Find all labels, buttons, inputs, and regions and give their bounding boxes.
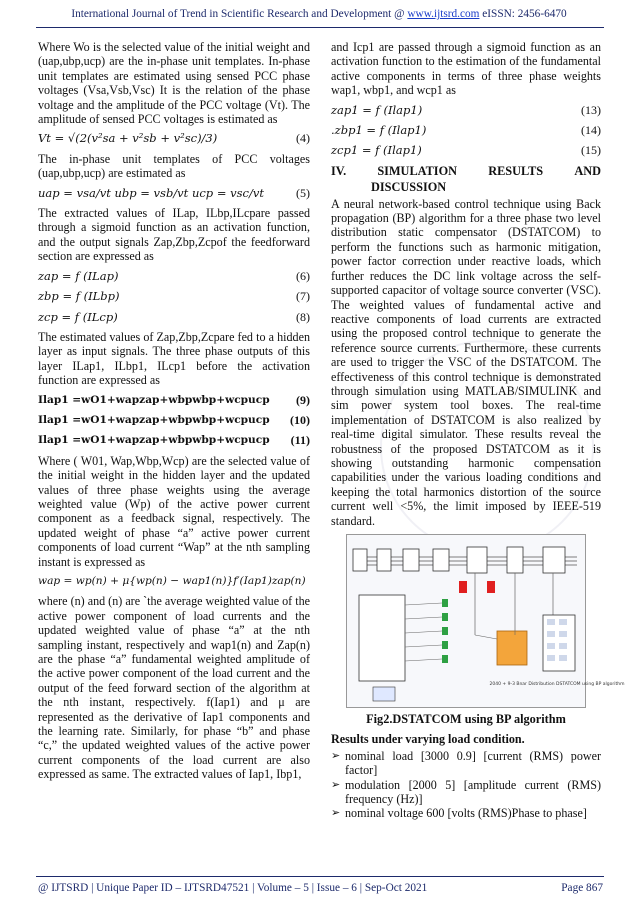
- equation-number: (14): [581, 123, 601, 138]
- equation-body: zcp = f (ILcp): [38, 309, 118, 324]
- equation-6: [38, 269, 310, 283]
- list-item-text: nominal load [3000 0.9] [current (RMS) power factor]: [345, 748, 601, 778]
- paragraph: The estimated values of Zap,Zbp,Zcpare fed to a hidden layer as input signals. The three phase outputs of this layer ILap1, ILbp1, ILcp1 before the activation function are expressed as: [38, 329, 310, 388]
- equation-body: Ilap1 =wO1+wapzap+wbpwbp+wcpucp: [38, 413, 270, 426]
- results-heading: Results under varying load condition.: [331, 732, 525, 747]
- running-header: [0, 8, 638, 20]
- list-item-text: nominal voltage 600 [volts (RMS)Phase to phase]: [345, 806, 587, 821]
- equation-body: zap1 = f (Ilap1): [331, 102, 423, 117]
- footer-rule: [36, 876, 604, 877]
- arrow-bullet-icon: ➢: [331, 807, 341, 820]
- page-number: Page 867: [561, 882, 603, 894]
- equation-12: [38, 574, 310, 588]
- equation-body: zap = f (ILap): [38, 268, 119, 283]
- heading-word: RESULTS: [488, 163, 544, 178]
- footer-info: @ IJTSRD | Unique Paper ID – IJTSRD47521 | Volume – 5 | Issue – 6 | Sep-Oct 2021: [38, 882, 428, 894]
- arrow-bullet-icon: ➢: [331, 749, 341, 762]
- right-column: [331, 40, 625, 821]
- equation-number: (7): [296, 289, 310, 304]
- paragraph: Where ( W01, Wap,Wbp,Wcp) are the selected value of the initial weight in the hidden layer and the updated values of three phase weights using the average weighted value (Wp) of the active power current component as a feedback signal, respectively. The updated weight of phase “a” active power current components of load current “Wap” at the nth sampling instant is expressed as: [38, 453, 310, 569]
- paragraph: and Icp1 are passed through a sigmoid function as an activation function to the estimation of the fundamental active components in terms of three phase weights wap1, wbp1, and wcp1 as: [331, 40, 601, 98]
- equation-number: (5): [296, 185, 310, 200]
- paragraph: A neural network-based control technique using Back propagation (BP) algorithm for a three phase two level distribution static compensator (DSTATCOM) to perform the functions such as harmonic mitigation, power factor correction under reactive loads, which further reduces the DC link voltage across the self-supported capacitor of voltage source converter (VSC). The weighted values of fundamental active and reactive components of load currents are extracted using the proposed control technique to generate the reference source currents. Furthermore, these currents are used to trigger the VSC of the DSTATCOM. The effectiveness of this control technique is demonstrated through simulation using MATLAB/SIMULINK and sim power system tool boxes. The real-time implementation of DSTATCOM is also realized by real-time digital simulator. These results reveal the robustness of the proposed DSTATCOM as it is showing outstanding harmonic compensation capabilities under the various loading conditions and keeping the total harmonics distortion of the source current well <5%, the limit imposed by IEEE-519 standard.: [331, 196, 601, 528]
- equation-4: [38, 131, 310, 145]
- journal-url-link[interactable]: www.ijtsrd.com: [407, 8, 480, 20]
- arrow-bullet-icon: ➢: [331, 778, 341, 791]
- figure-inner-label: 2040 + 9-3 Bnar Distribution DSTATCOM using BP algorithm: [489, 682, 625, 687]
- issn: eISSN: 2456-6470: [482, 8, 567, 20]
- list-item: [331, 778, 601, 807]
- heading-word: DISCUSSION: [371, 180, 447, 195]
- figure-caption: Fig2.DSTATCOM using BP algorithm: [366, 712, 566, 726]
- equation-7: [38, 289, 310, 303]
- equation-5: [38, 186, 310, 200]
- left-column: [38, 40, 310, 787]
- equation-15: [331, 143, 601, 157]
- paragraph: Where Wo is the selected value of the initial weight and (uap,ubp,ucp) are the in-phase unit templates. In-phase unit templates are estimated using sensed PCC phase voltages (Vsa,Vsb,Vsc) It is the relation of the phase voltage and the amplitude of the PCC voltage (Vt). The amplitude of sensed PCC voltages is estimated as: [38, 40, 310, 127]
- heading-word: SIMULATION: [377, 163, 458, 178]
- paragraph: The extracted values of ILap, ILbp,ILcpare passed through a sigmoid function as an activation function, and the output signals Zap,Zbp,Zcpof the feedforward section are expressed as: [38, 206, 310, 264]
- equation-11: [38, 433, 310, 447]
- journal-name: International Journal of Trend in Scientific Research and Development @: [71, 8, 405, 20]
- list-item: [331, 806, 601, 820]
- section-heading: [331, 164, 601, 195]
- equation-body: .zbp1 = f (Ilap1): [331, 123, 427, 138]
- simulink-diagram: [347, 535, 625, 707]
- equation-body: Ilap1 =wO1+wapzap+wbpwbp+wcpucp: [38, 434, 270, 447]
- equation-number: (9): [296, 392, 310, 407]
- equation-number: (10): [290, 412, 310, 427]
- equation-14: [331, 123, 601, 137]
- list-item: [331, 749, 601, 778]
- page-footer: [38, 882, 603, 894]
- figure-simulink-model: [346, 534, 625, 708]
- equation-body: zcp1 = f (Ilap1): [331, 143, 422, 158]
- equation-8: [38, 310, 310, 324]
- equation-9: [38, 393, 310, 407]
- equation-body: zbp = f (ILbp): [38, 289, 120, 304]
- equation-number: (13): [581, 102, 601, 117]
- equation-body: Vt = √(2(v²sa + v²sb + v²sc)/3): [38, 131, 218, 146]
- equation-number: (4): [296, 131, 310, 146]
- equation-body: uap = vsa/vt ubp = vsb/vt ucp = vsc/vt: [38, 185, 264, 200]
- list-item-text: modulation [2000 5] [amplitude current (RMS) frequency (Hz)]: [345, 777, 601, 807]
- header-rule: [36, 27, 604, 28]
- equation-10: [38, 413, 310, 427]
- equation-body: wap = wp(n) + μ{wp(n) − wap1(n)}f′(Iap1)zap(n): [38, 575, 306, 587]
- heading-word: AND: [574, 163, 601, 178]
- equation-number: (8): [296, 309, 310, 324]
- equation-number: (6): [296, 268, 310, 283]
- paragraph: where (n) and (n) are `the average weighted value of the active power component of load currents and the updated weighted value of phase “a” at the nth sampling instant, respectively and wap1(n) and Zap(n) are the phase “a” fundamental weighted amplitude of the active power component of the load current and the output of the feed forward section of the algorithm at the nth instant, respectively. f(Iap1) and μ are represented as the derivative of Iap1 components and the learning rate. Similarly, for phase “b” and phase “c,” the updated weighted values of the active power current components of the load current are also expressed as same. The extracted values of Iap1, Ibp1,: [38, 594, 310, 782]
- equation-number: (11): [290, 433, 310, 448]
- equation-number: (15): [581, 143, 601, 158]
- paragraph: The in-phase unit templates of PCC voltages (uap,ubp,ucp) are estimated as: [38, 151, 310, 181]
- equation-body: Ilap1 =wO1+wapzap+wbpwbp+wcpucp: [38, 393, 270, 406]
- section-number: IV.: [331, 163, 347, 178]
- equation-13: [331, 103, 601, 117]
